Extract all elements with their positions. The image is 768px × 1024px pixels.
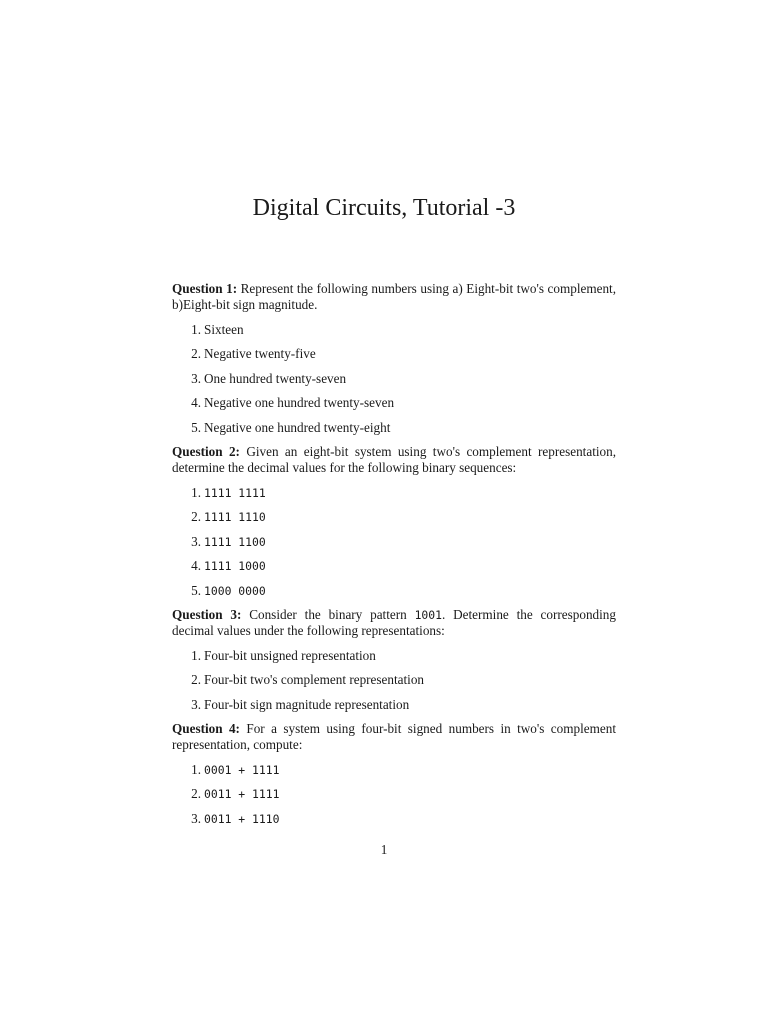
question-4-prompt: [172, 721, 616, 753]
list-item: 2. 1111 1110: [191, 509, 266, 525]
question-4-label: Question 4:: [172, 721, 240, 737]
list-item: 2. Negative twenty-five: [191, 346, 316, 362]
list-item: 5. Negative one hundred twenty-eight: [191, 419, 391, 435]
question-3-list: [172, 648, 616, 713]
document-body: [172, 281, 616, 835]
list-item: 3. Four-bit sign magnitude representation: [191, 696, 410, 712]
list-item: 3. One hundred twenty-seven: [191, 370, 347, 386]
question-4-list: [172, 762, 616, 827]
list-item: 5. 1000 0000: [191, 582, 266, 598]
question-4-text: For a system using four-bit signed numbers in two's complement representation, compute:: [172, 721, 616, 753]
question-3: [172, 607, 616, 713]
list-item: 1. Sixteen: [191, 322, 244, 337]
question-3-text-after: . Determine the corresponding decimal values under the following representations:: [172, 606, 616, 638]
document-title: Digital Circuits, Tutorial -3: [252, 195, 516, 221]
list-item: 2. 0011 + 1111: [191, 786, 280, 802]
question-2-prompt: [172, 444, 616, 476]
page-number: 1: [380, 842, 388, 857]
question-3-binary-pattern: 1001: [414, 607, 442, 622]
question-1: [172, 281, 616, 436]
question-3-label: Question 3:: [172, 606, 242, 622]
question-1-list: [172, 322, 616, 436]
question-2: [172, 444, 616, 599]
list-item: 1. 1111 1111: [191, 484, 266, 500]
list-item: 2. Four-bit two's complement representation: [191, 672, 425, 688]
list-item: 4. Negative one hundred twenty-seven: [191, 395, 395, 411]
question-3-prompt: [172, 607, 616, 639]
question-3-text-before: Consider the binary pattern: [249, 606, 415, 622]
question-2-label: Question 2:: [172, 443, 240, 459]
question-1-text: Represent the following numbers using a) Eight-bit two's complement, b)Eight-bit sign magnitude.: [172, 281, 617, 312]
list-item: 1. 0001 + 1111: [191, 762, 280, 778]
list-item: 3. 1111 1100: [191, 533, 266, 549]
question-4: [172, 721, 616, 827]
list-item: 4. 1111 1000: [191, 558, 266, 574]
list-item: 1. Four-bit unsigned representation: [191, 647, 376, 663]
question-1-prompt: [172, 281, 616, 313]
question-2-list: [172, 485, 616, 599]
question-2-text: Given an eight-bit system using two's complement representation, determine the decimal values for the following binary sequences:: [172, 443, 617, 475]
question-1-label: Question 1:: [172, 281, 238, 296]
list-item: 3. 0011 + 1110: [191, 810, 280, 826]
